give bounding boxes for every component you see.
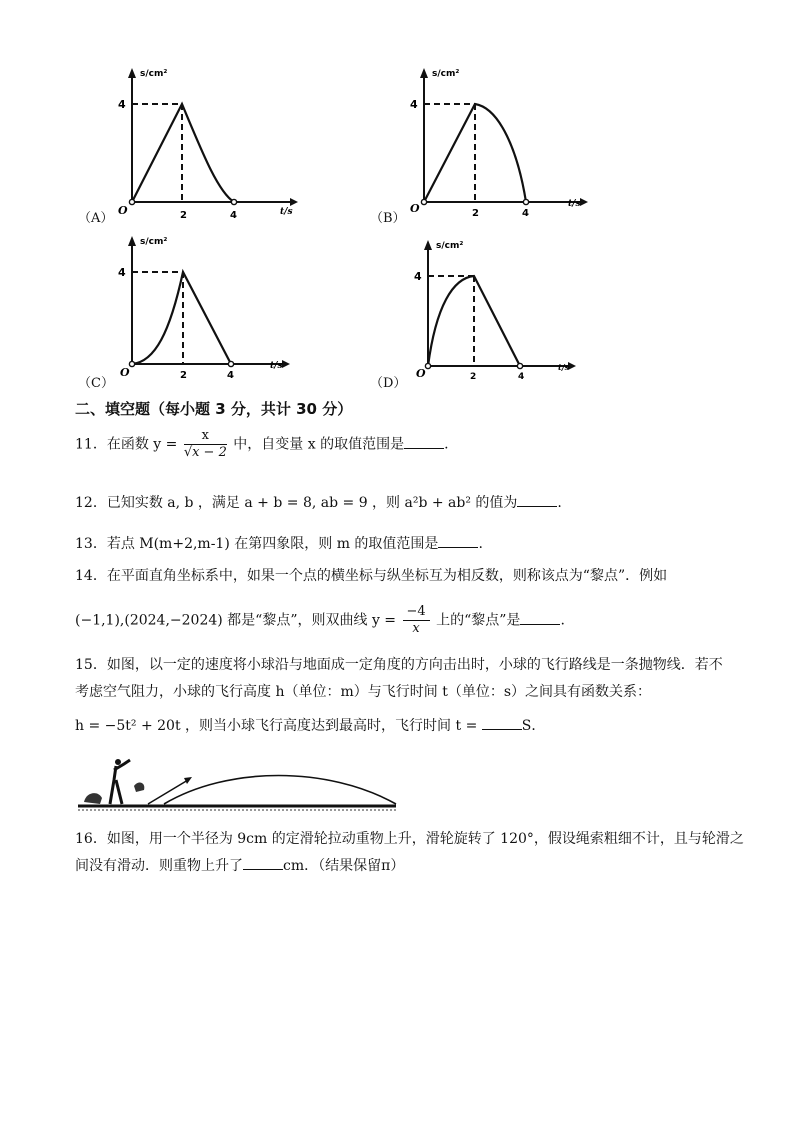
- graph-d: [408, 236, 588, 382]
- answer-blank[interactable]: [438, 533, 478, 548]
- x-axis-label: t/s: [558, 362, 570, 372]
- answer-blank[interactable]: [517, 492, 557, 507]
- y-axis-label: s/cm²: [436, 241, 464, 251]
- q11-denominator: √x − 2: [183, 445, 227, 460]
- origin-label: O: [410, 202, 420, 215]
- x-tick-2: 2: [470, 372, 477, 382]
- option-c-label: （C）: [78, 376, 114, 391]
- q14-denominator: x: [412, 621, 420, 636]
- y-tick: 4: [410, 98, 418, 111]
- origin-label: O: [120, 366, 130, 379]
- question-16-line-1: 16．如图，用一个半径为 9cm 的定滑轮拉动重物上升，滑轮旋转了 120°，假设绳索粗细不计，且与轮滑之: [75, 831, 744, 847]
- question-15-line-3: h = −5t² + 20t ，则当小球飞行高度达到最高时，飞行时间 t = S．: [75, 715, 545, 736]
- x-axis-label: t/s: [280, 207, 293, 217]
- section-title: 二、填空题（每小题 3 分，共计 30 分）: [75, 400, 353, 418]
- answer-blank[interactable]: [243, 855, 283, 870]
- option-b-label: （B）: [370, 211, 406, 226]
- graph-a: [110, 62, 300, 222]
- x-tick-4: 4: [522, 208, 529, 219]
- question-16-line-2: 间没有滑动．则重物上升了 cm．（结果保留π）: [75, 855, 404, 876]
- question-12: 12．已知实数 a, b ，满足 a + b = 8, ab = 9 ，则 a²b + ab² 的值为 .: [75, 492, 562, 513]
- question-14-line-1: 14．在平面直角坐标系中，如果一个点的横坐标与纵坐标互为相反数，则称该点为“黎点”．例如: [75, 568, 668, 584]
- x-tick-4: 4: [230, 210, 237, 221]
- question-13: 13．若点 M(m+2,m-1) 在第四象限，则 m 的取值范围是 .: [75, 533, 483, 554]
- answer-blank[interactable]: [520, 610, 560, 625]
- x-tick-4: 4: [227, 370, 234, 381]
- origin-label: O: [416, 367, 426, 380]
- answer-blank[interactable]: [404, 434, 444, 449]
- origin-label: O: [118, 204, 128, 217]
- q11-numerator: x: [184, 428, 227, 445]
- graph-c: [110, 232, 300, 382]
- y-tick: 4: [414, 270, 422, 283]
- golf-illustration: [78, 758, 398, 822]
- y-tick: 4: [118, 98, 126, 111]
- question-14-line-2: (−1,1),(2024,−2024) 都是“黎点”，则双曲线 y = $\frac{-4}{x}$ 上的“黎点”是 .: [75, 604, 565, 636]
- y-axis-label: s/cm²: [140, 69, 168, 79]
- option-a-label: （A）: [78, 211, 114, 226]
- x-tick-2: 2: [472, 208, 479, 219]
- answer-blank[interactable]: [482, 715, 522, 730]
- q14-numerator: −4: [403, 604, 430, 621]
- x-axis-label: t/s: [270, 361, 283, 371]
- question-15-line-1: 15．如图，以一定的速度将小球沿与地面成一定角度的方向击出时，小球的飞行路线是一条抛物线．若不: [75, 657, 723, 673]
- x-tick-2: 2: [180, 210, 187, 221]
- x-tick-2: 2: [180, 370, 187, 381]
- option-d-label: （D）: [370, 376, 407, 391]
- question-11: 11．在函数 y = $\frac{x}{√x - 2}$ 中，自变量 x 的取值范围是 .: [75, 428, 449, 460]
- y-axis-label: s/cm²: [432, 69, 460, 79]
- y-tick: 4: [118, 266, 126, 279]
- x-tick-4: 4: [518, 372, 525, 382]
- x-axis-label: t/s: [568, 199, 581, 209]
- graph-b: [400, 62, 590, 222]
- y-axis-label: s/cm²: [140, 237, 168, 247]
- question-15-line-2: 考虑空气阻力，小球的飞行高度 h（单位：m）与飞行时间 t（单位：s）之间具有函数关系：: [75, 684, 652, 700]
